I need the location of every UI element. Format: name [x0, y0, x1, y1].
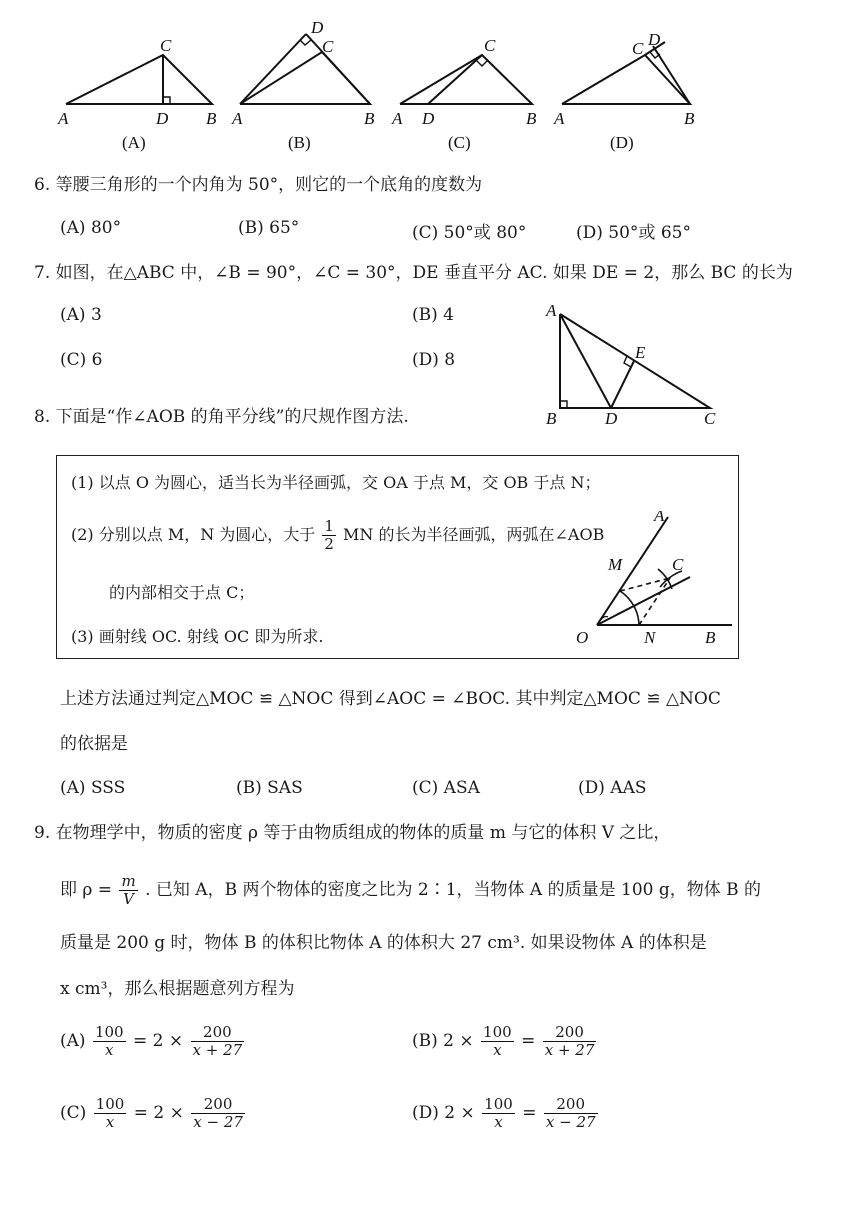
- q8-label-m: M: [608, 555, 623, 574]
- q9-line-3: 质量是 200 g 时，物体 B 的体积比物体 A 的体积大 27 cm³. 如果设物体 A 的体积是: [60, 933, 707, 953]
- q8-after-line-1: 上述方法通过判定△MOC ≌ △NOC 得到∠AOC = ∠BOC. 其中判定△MOC ≌ △NOC: [60, 689, 721, 709]
- q9-opt-d-frac2: [544, 1096, 598, 1131]
- q9-opt-c-frac1: [94, 1096, 127, 1131]
- q8-step-2-after: MN 的长为半径画弧，两弧在∠AOB: [343, 525, 605, 544]
- q8-label-b: B: [705, 628, 716, 647]
- fig-c-label-d: D: [422, 109, 435, 128]
- fig-d-label-b: B: [684, 109, 695, 128]
- fig-d-label-c: C: [632, 39, 644, 58]
- caption-a: (A): [122, 133, 146, 152]
- q8-step-1: (1) 以点 O 为圆心，适当长为半径画弧，交 OA 于点 M，交 OB 于点 N；: [71, 473, 601, 492]
- q9-opt-a-n2: 200: [191, 1024, 245, 1042]
- q9-opt-c-d2: x − 27: [193, 1113, 243, 1131]
- q9-option-b[interactable]: [412, 1024, 598, 1059]
- q8-label-a: A: [654, 511, 665, 525]
- fig-b-label-a: A: [232, 109, 243, 128]
- q8-stem: 8. 下面是“作∠AOB 的角平分线”的尺规作图方法.: [34, 407, 409, 427]
- q9-option-a[interactable]: [60, 1024, 246, 1059]
- q9-rho-prefix: 即 ρ =: [60, 880, 113, 900]
- q9-opt-c-n2: 200: [191, 1096, 245, 1114]
- q9-opt-c-mid: = 2 ×: [133, 1103, 184, 1123]
- q7-label-c: C: [704, 409, 716, 428]
- q9-opt-b-d2: x + 27: [544, 1041, 595, 1059]
- q8-half-fraction: [322, 518, 336, 553]
- q9-opt-b-d1: x: [493, 1041, 502, 1059]
- q8-option-a[interactable]: (A) SSS: [60, 778, 126, 798]
- q6-option-d[interactable]: (D) 50°或 65°: [576, 223, 691, 243]
- q9-rho-den: V: [123, 890, 134, 908]
- fig-a-label-b: B: [206, 109, 217, 128]
- fig-a-label-c: C: [160, 36, 172, 55]
- q9-opt-d-label: (D) 2 ×: [412, 1103, 475, 1123]
- caption-c: (C): [448, 133, 471, 152]
- q9-opt-d-mid: =: [522, 1103, 537, 1123]
- q7-label-b: B: [546, 409, 557, 428]
- q9-opt-b-frac1: [481, 1024, 514, 1059]
- q8-half-num: 1: [324, 517, 334, 535]
- q9-line-1: 9. 在物理学中，物质的密度 ρ 等于由物质组成的物体的质量 m 与它的体积 V 之比，: [34, 823, 671, 843]
- q9-opt-b-frac2: [543, 1024, 597, 1059]
- q8-step-3: (3) 画射线 OC. 射线 OC 即为所求.: [71, 627, 324, 646]
- q8-label-o: O: [576, 628, 589, 647]
- fig-d-label-d: D: [648, 30, 661, 49]
- q9-opt-c-n1: 100: [95, 1095, 125, 1113]
- q7-option-c[interactable]: (C) 6: [60, 350, 103, 370]
- q9-line-2-suffix: . 已知 A，B 两个物体的密度之比为 2∶1，当物体 A 的质量是 100 g，物体 B 的: [145, 880, 762, 900]
- q8-label-c: C: [672, 555, 684, 574]
- q9-line-4: x cm³，那么根据题意列方程为: [60, 979, 295, 999]
- q8-step-2: [71, 518, 604, 553]
- q9-opt-a-d2: x + 27: [192, 1041, 243, 1059]
- fig-c-label-a: A: [392, 109, 403, 128]
- q9-opt-a-frac2: [191, 1024, 245, 1059]
- q9-opt-d-d1: x: [494, 1113, 503, 1131]
- q9-opt-a-n1: 100: [94, 1023, 124, 1041]
- q8-construction-box: [56, 455, 739, 659]
- q9-opt-b-label: (B) 2 ×: [412, 1031, 474, 1051]
- q6-stem: 6. 等腰三角形的一个内角为 50°，则它的一个底角的度数为: [34, 175, 483, 195]
- q9-opt-b-mid: =: [521, 1031, 536, 1051]
- q8-label-n: N: [644, 628, 656, 647]
- fig-c-label-c: C: [484, 36, 496, 55]
- q7-stem: 7. 如图，在△ABC 中，∠B = 90°，∠C = 30°，DE 垂直平分 AC. 如果 DE = 2，那么 BC 的长为: [34, 263, 793, 283]
- q9-rho-fraction: [119, 873, 137, 908]
- q8-step-2-before: (2) 分别以点 M，N 为圆心，大于: [71, 525, 316, 544]
- q7-label-a: A: [546, 301, 557, 320]
- fig-c-segment: [428, 55, 482, 104]
- fig-b-label-b: B: [364, 109, 375, 128]
- fig-b-label-c: C: [322, 37, 334, 56]
- caption-d: (D): [610, 133, 634, 152]
- q9-opt-d-n2: 200: [544, 1096, 598, 1114]
- q9-opt-c-d1: x: [105, 1113, 115, 1131]
- fig-b-triangle: [240, 52, 370, 104]
- q7-label-d: D: [605, 409, 618, 428]
- fig-d-triangle: [562, 55, 690, 104]
- q9-opt-b-n2: 200: [543, 1024, 597, 1042]
- q9-line-2: [60, 870, 761, 910]
- fig-b-extension: [306, 34, 370, 104]
- fig-b-label-d: D: [311, 18, 324, 37]
- q8-step-2-cont: 的内部相交于点 C；: [109, 583, 255, 602]
- caption-b: (B): [288, 133, 311, 152]
- q8-option-c[interactable]: (C) ASA: [412, 778, 480, 798]
- q9-option-d[interactable]: [412, 1096, 600, 1131]
- q8-figure: [572, 511, 738, 656]
- fig-a-label-a: A: [58, 109, 69, 128]
- q6-option-b[interactable]: (B) 65°: [238, 218, 300, 238]
- q8-option-b[interactable]: (B) SAS: [236, 778, 303, 798]
- q8-half-den: 2: [324, 535, 334, 553]
- q9-opt-a-mid: = 2 ×: [133, 1031, 184, 1051]
- top-figures: [0, 0, 860, 160]
- q9-opt-a-frac1: [93, 1024, 126, 1059]
- fig-c-triangle: [400, 55, 532, 104]
- q9-opt-d-n1: 100: [484, 1095, 513, 1113]
- q9-rho-num: m: [121, 872, 136, 890]
- q9-opt-c-label: (C): [60, 1103, 87, 1123]
- q7-label-e: E: [635, 343, 646, 362]
- q6-option-c[interactable]: (C) 50°或 80°: [412, 223, 527, 243]
- q9-opt-a-d1: x: [105, 1041, 114, 1059]
- q9-opt-c-frac2: [191, 1096, 245, 1131]
- q6-option-a[interactable]: (A) 80°: [60, 218, 122, 238]
- fig-a-label-d: D: [156, 109, 169, 128]
- q7-option-a[interactable]: (A) 3: [60, 305, 102, 325]
- q9-opt-d-d2: x − 27: [545, 1113, 596, 1131]
- fig-a-triangle: [66, 55, 212, 104]
- fig-d-label-a: A: [554, 109, 565, 128]
- q7-option-b[interactable]: (B) 4: [412, 305, 454, 325]
- q9-opt-a-label: (A): [60, 1031, 86, 1051]
- q7-figure: [530, 300, 730, 430]
- q8-option-d[interactable]: (D) AAS: [578, 778, 647, 798]
- q8-after-line-2: 的依据是: [60, 734, 128, 754]
- q7-option-d[interactable]: (D) 8: [412, 350, 456, 370]
- q9-opt-d-frac1: [482, 1096, 515, 1131]
- q9-opt-b-n1: 100: [483, 1023, 512, 1041]
- q9-option-c[interactable]: [60, 1096, 247, 1131]
- fig-c-label-b: B: [526, 109, 537, 128]
